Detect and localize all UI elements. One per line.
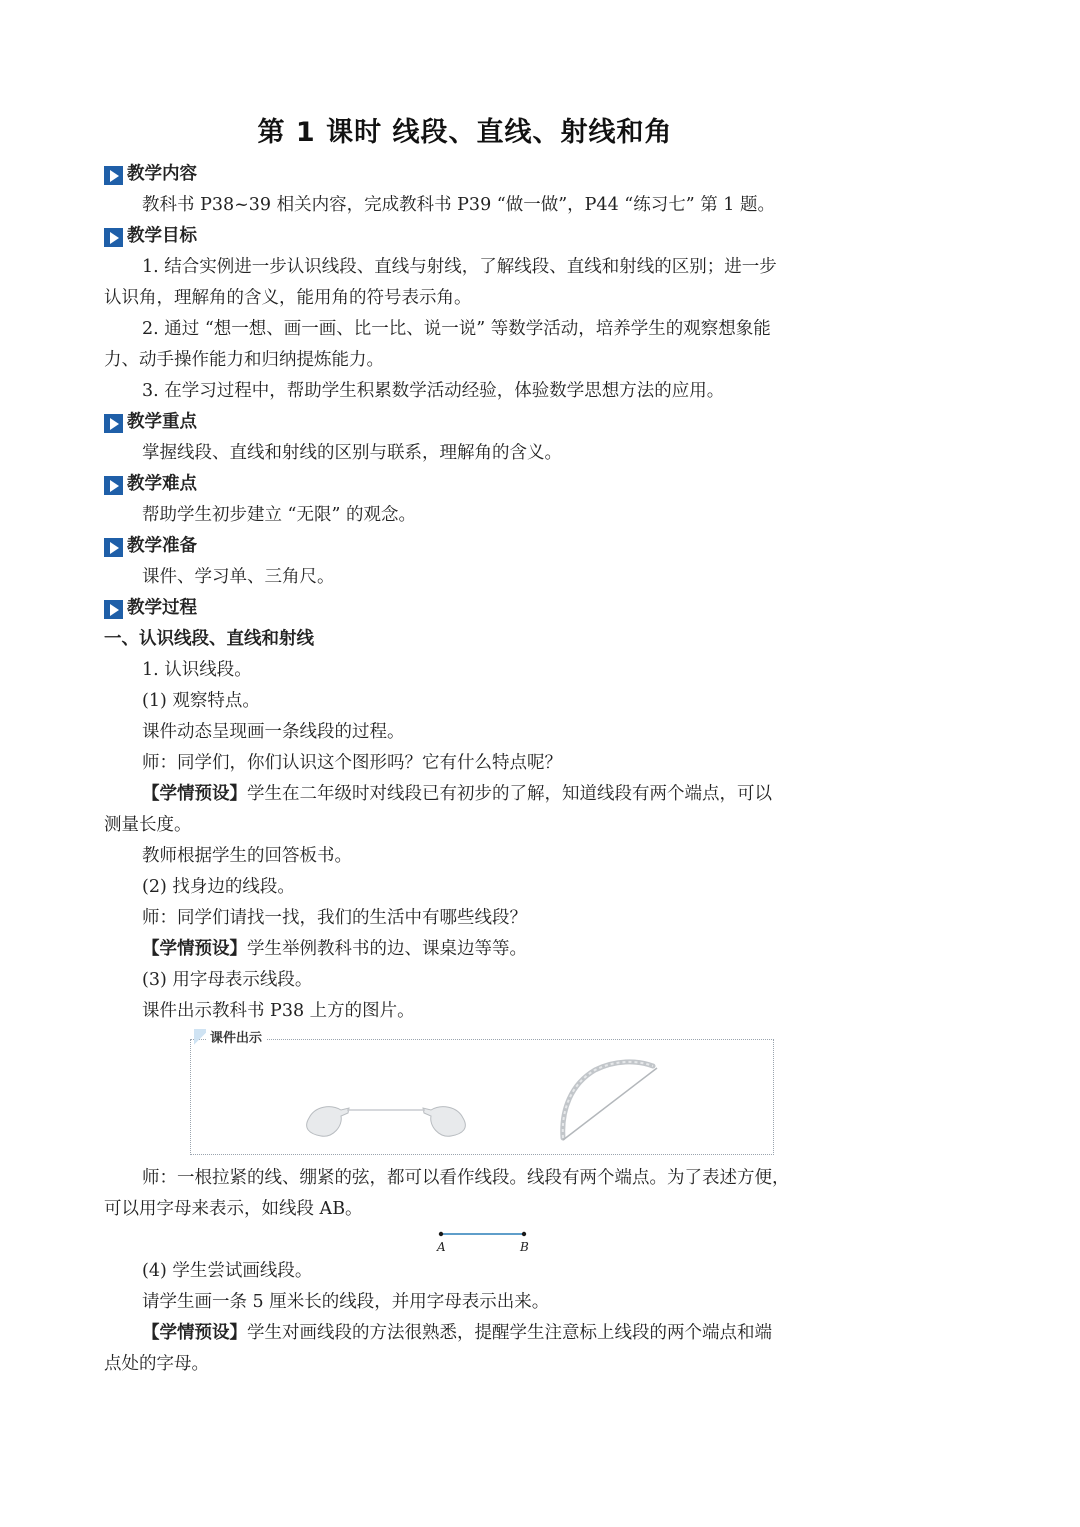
process-line: (3) 用字母表示线段。: [142, 970, 313, 990]
section-heading-process: [104, 593, 824, 624]
process-line: 课件出示教科书 P38 上方的图片。: [142, 1001, 415, 1021]
goal-1-line-1: 1. 结合实例进一步认识线段、直线与射线，了解线段、直线和射线的区别；进一步: [142, 257, 777, 277]
label-b: B: [520, 1240, 529, 1254]
goal-3-line-1: 3. 在学习过程中，帮助学生积累数学活动经验，体验数学思想方法的应用。: [142, 381, 725, 401]
process-line: [104, 1318, 824, 1349]
section-heading-difficulty: [104, 469, 824, 500]
endpoint-a: [439, 1232, 443, 1236]
section-heading-goals: [104, 221, 824, 252]
content-text: 教科书 P38~39 相关内容，完成教科书 P39 “做一做”，P44 “练习七” 第 1 题。: [142, 195, 775, 215]
heading-text: 教学目标: [127, 226, 197, 246]
play-triangle-icon: [104, 600, 123, 619]
process-line: [104, 934, 824, 965]
difficulty-text: 帮助学生初步建立 “无限” 的观念。: [142, 505, 417, 525]
section-heading-prep: [104, 531, 824, 562]
heading-text: 教学准备: [127, 536, 197, 556]
segment-ab-diagram: [104, 1225, 824, 1256]
section-heading-key: [104, 407, 824, 438]
goal-2-line-1: 2. 通过 “想一想、画一画、比一比、说一说” 等数学活动，培养学生的观察想象能: [142, 319, 771, 339]
label-a: A: [437, 1240, 446, 1254]
process-line: 1. 认识线段。: [142, 660, 252, 680]
process-line: 课件动态呈现画一条线段的过程。: [142, 722, 405, 742]
hands-holding-string-illustration: [307, 1107, 466, 1136]
goal-2-line-2: 力、动手操作能力和归纳提炼能力。: [104, 350, 384, 370]
courseware-figure: [104, 1027, 824, 1163]
play-triangle-icon: [104, 538, 123, 557]
figure-illustration: [191, 1040, 773, 1154]
play-triangle-icon: [104, 228, 123, 247]
process-line: 师：同学们，你们认识这个图形吗？它有什么特点呢？: [142, 753, 562, 773]
section-heading-content: [104, 159, 824, 190]
play-triangle-icon: [104, 414, 123, 433]
process-line: 点处的字母。: [104, 1354, 209, 1374]
figure-frame: [190, 1039, 774, 1155]
preset-text: 学生举例教科书的边、课桌边等等。: [247, 939, 527, 959]
endpoint-b: [522, 1232, 526, 1236]
process-line: 请学生画一条 5 厘米长的线段，并用字母表示出来。: [142, 1292, 550, 1312]
bow-illustration: [563, 1062, 657, 1140]
process-line: 测量长度。: [104, 815, 192, 835]
process-line: (1) 观察特点。: [142, 691, 260, 711]
heading-text: 教学过程: [127, 598, 197, 618]
process-line: 教师根据学生的回答板书。: [142, 846, 352, 866]
process-line: 师：一根拉紧的线、绷紧的弦，都可以看作线段。线段有两个端点。为了表述方便，: [142, 1168, 790, 1188]
heading-text: 教学重点: [127, 412, 197, 432]
lesson-body: [104, 159, 824, 1380]
figure-label: 课件出示: [206, 1027, 266, 1046]
heading-text: 教学难点: [127, 474, 197, 494]
play-triangle-icon: [104, 476, 123, 495]
preset-text: 学生对画线段的方法很熟悉，提醒学生注意标上线段的两个端点和端: [247, 1323, 772, 1343]
preset-tag: 【学情预设】: [142, 1323, 247, 1343]
process-line: (2) 找身边的线段。: [142, 877, 295, 897]
heading-text: 教学内容: [127, 164, 197, 184]
preset-tag: 【学情预设】: [142, 939, 247, 959]
preset-tag: 【学情预设】: [142, 784, 247, 804]
segment-ab-figure: [104, 1225, 824, 1256]
process-line: 可以用字母来表示，如线段 AB。: [104, 1199, 363, 1219]
process-line: 师：同学们请找一找，我们的生活中有哪些线段？: [142, 908, 527, 928]
process-line: [104, 779, 824, 810]
process-line: (4) 学生尝试画线段。: [142, 1261, 313, 1281]
preset-text: 学生在二年级时对线段已有初步的了解，知道线段有两个端点，可以: [247, 784, 772, 804]
lesson-title: 第 1 课时 线段、直线、射线和角: [257, 117, 673, 148]
part-1-title: 一、认识线段、直线和射线: [104, 629, 314, 649]
prep-text: 课件、学习单、三角尺。: [142, 567, 335, 587]
goal-1-line-2: 认识角，理解角的含义，能用角的符号表示角。: [104, 288, 472, 308]
key-text: 掌握线段、直线和射线的区别与联系，理解角的含义。: [142, 443, 562, 463]
play-triangle-icon: [104, 166, 123, 185]
